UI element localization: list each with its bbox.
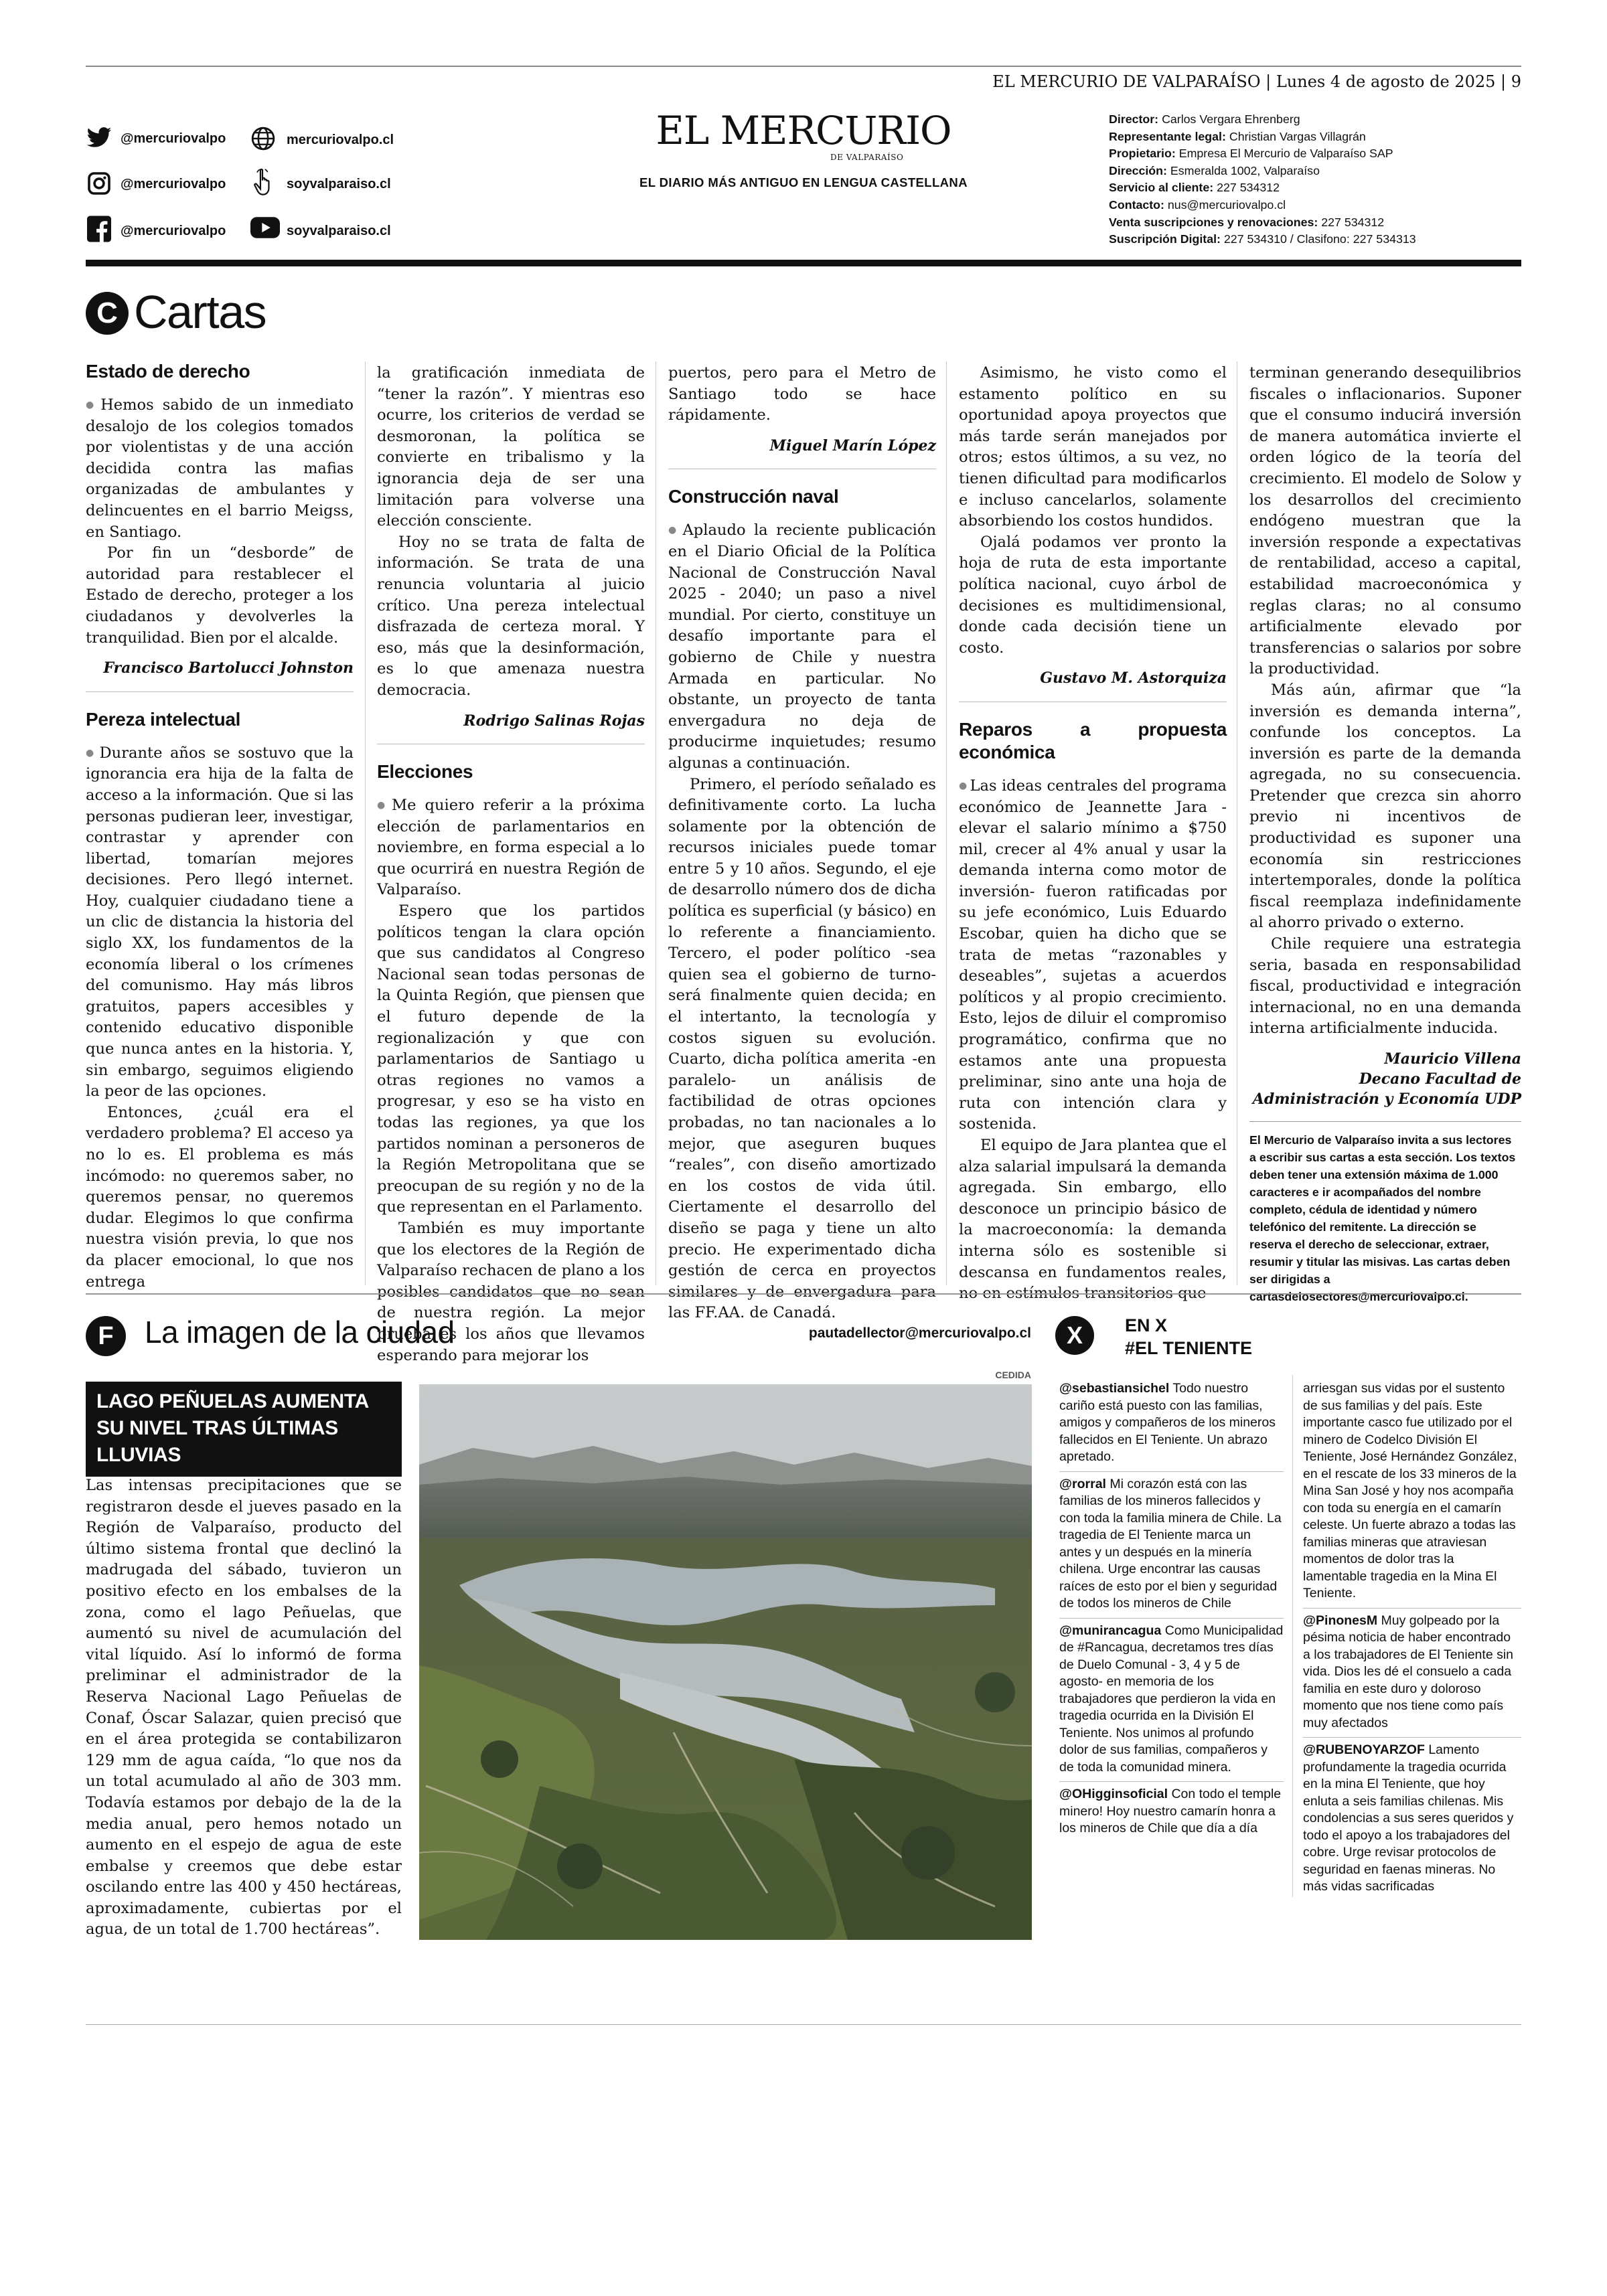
letter-paragraph: terminan generando desequilibrios fiscales o inflacionarios. Suponer que el consumo inducirá inversión de manera automática invierte el orden lógico de la teoría del crecimiento. El modelo de Solow y los desarrollos del crecimiento endógeno muestran que la inversión responde a expectativas de rentabilidad, acceso a capital, estabilidad macroeconómica y reglas claras; no al consumo artificialmente elevado por transferencias o salarios por sobre la productividad. (1249, 364, 1521, 678)
tweet[interactable]: @munirancagua Como Municipalidad de #Rancagua, decretamos tres días de Duelo Comunal - 3, 4 y 5 de agosto- en memoria de los trabajadores que perdieron la vida en tragedia ocurrida en la División El Teniente. Nos unimos al profundo dolor de sus familias, compañeros y de toda la comunidad minera. (1059, 1623, 1284, 1775)
x-subtitle: #EL TENIENTE (1125, 1338, 1253, 1358)
social-item[interactable] (86, 127, 246, 151)
letter-paragraph: ● Las ideas centrales del programa económico de Jeannette Jara -elevar el salario mínimo a $750 mil, crecer al 4% anual y usar la demanda interna como motor de inversión- fueron ratificadas por su jefe económico, Luis Eduardo Escobar, quien ha dicho que se trata de metas “razonables y deseables”, sujetas a acuerdos políticos y al propio crecimiento. Esto, lejos de diluir el compromiso programático, confirma que no estamos ante una propuesta preliminar, sino ante una hoja de ruta con intención clara y sostenida. (959, 776, 1227, 1135)
tweet-handle[interactable]: @sebastiansichel (1059, 1381, 1170, 1396)
letter-paragraph: El equipo de Jara plantea que el alza salarial impulsará la demanda agregada. Sin embargo, ello desconoce un principio básico de la macroeconomía: la demanda interna sólo es sostenible si descansa en fundamentos reales, no en estímulos transitorios que (959, 1137, 1227, 1303)
youtube-icon (250, 217, 280, 238)
tweet-handle[interactable]: @rorral (1059, 1476, 1106, 1491)
column-divider (365, 361, 366, 1285)
letter-paragraph: Ojalá podamos ver pronto la hoja de ruta de esta importante política nacional, cuyo árbol de decisiones es multidimensional, donde cada decisión tiene un costo. (959, 533, 1227, 657)
x-badge: X (1055, 1316, 1094, 1355)
staff-line: Director: Carlos Vergara Ehrenberg (1109, 112, 1300, 126)
letter-paragraph: Más aún, afirmar que “la inversión es demanda interna”, confunde los conceptos. La inversión es parte de la demanda agregada, no su consecuencia. Pretender que crezca sin ahorro previo ni incentivos de productividad es suponer una economía sin restricciones intertemporales, donde la política fiscal reemplaza indefinidamente al ahorro privado o externo. (1249, 681, 1521, 932)
bottom-rule (86, 2024, 1521, 2025)
tweet[interactable]: arriesgan sus vidas por el sustento de sus familias y del país. Este importante casco fue utilizado por el minero de Codelco División El Teniente, José Hernández González, en el rescate de los 33 mineros de la Mina San José y hoy nos acompaña con toda su energía en el camarín celeste. Un fuerte abrazo a todas las familias mineras que atraviesan momentos de dolor tras la lamentable tragedia en la Mina El Teniente. (1303, 1381, 1517, 1601)
letter-paragraph: ● Hemos sabido de un inmediato desalojo de los colegios tomados por violentistas y de una acción decidida contra las mafias organizadas de ambulantes y delincuentes en el barrio Meigss, en Santiago. (86, 395, 354, 543)
letter-column-2 (377, 363, 645, 1366)
letter-paragraph: puertos, pero para el Metro de Santiago todo se hace rápidamente. (668, 364, 936, 424)
staff-line: Venta suscripciones y renovaciones: 227 534312 (1109, 215, 1385, 229)
letter-column-1 (86, 360, 354, 1293)
letter-paragraph: Primero, el período señalado es definitivamente corto. La lucha solamente por la obtención de recursos iniciales puede tomar entre 5 y 10 años. Segundo, el eje de desarrollo número dos de dicha política es superficial (y básico) en lo referente a financiamiento. Tercero, el poder político -sea quien sea el gobierno de turno- será finalmente quien decida; en el intertanto, la tecnología y costos siguen su evolución. Cuarto, dicha política amerita -en paralelo- un análisis de factibilidad de otras opciones probadas, no tan nacionales a lo mejor, que aseguren buques “reales”, con diseño amortizado en los costos de vida útil. Ciertamente el desarrollo del diseño se paga y tiene un alto precio. He experimentado dicha gestión de cerca en proyectos similares y de envergadura para las FF.AA. de Canadá. (668, 775, 936, 1322)
social-item[interactable] (250, 217, 425, 241)
social-text: soyvalparaiso.cl (287, 177, 391, 191)
tweet-handle[interactable]: @munirancagua (1059, 1623, 1162, 1638)
letter-paragraph: Entonces, ¿cuál era el verdadero problema? El acceso ya no lo es. El problema es más incómodo: no queremos saber, no queremos pensar, no queremos dudar. Elegimos lo que confirma nuestra visión previa, lo que nos da placer emocional, lo que nos entrega (86, 1103, 354, 1291)
letter-title: Pereza intelectual (86, 708, 241, 730)
letter-signature-title: Decano Facultad de (1359, 1070, 1521, 1088)
folio-line: EL MERCURIO DE VALPARAÍSO | Lunes 4 de agosto de 2025 | 9 (992, 72, 1521, 91)
letter-signature: Rodrigo Salinas Rojas (463, 712, 645, 730)
letters-notice: El Mercurio de Valparaíso invita a sus lectores a escribir sus cartas a esta sección. Los textos deben tener una extensión máxima de 1.000 caracteres e ir acompañados del nombre completo, cédula de identidad y número telefónico del remitente. La dirección se reserva el derecho de seleccionar, extraer, resumir y titular las misivas. Las cartas deben ser dirigidas a cartasdelosectores@mercuriovalpo.cl. (1249, 1133, 1516, 1303)
tweet-divider (1059, 1471, 1284, 1472)
letter-paragraph: Asimismo, he visto como el estamento político en su oportunidad apoya proyectos que más tarde serán manejados por otros; estos últimos, a su vez, no tienen dificultad para modificarlos e incluso cancelarlos, solamente absorbiendo los costos hundidos. (959, 364, 1227, 530)
letter-column-5 (1249, 363, 1521, 1305)
header-rule (86, 260, 1521, 266)
masthead-logo: EL MERCURIO (656, 108, 951, 153)
letter-title: Elecciones (377, 761, 473, 783)
staff-line: Representante legal: Christian Vargas Villagrán (1109, 129, 1366, 143)
tweet[interactable]: @rorral Mi corazón está con las familias de los mineros fallecidos y con toda la familia minera de Chile. La tragedia de El Teniente marca un antes y un después en la minería chilena. Urge encontrar las causas raíces de esto por el bien y seguridad de todos los mineros de Chile (1059, 1476, 1282, 1611)
twitter-icon (86, 127, 112, 150)
social-text: @mercuriovalpo (121, 224, 226, 238)
social-links (86, 127, 434, 254)
staff-line: Contacto: nus@mercuriovalpo.cl (1109, 197, 1286, 212)
tweet-handle[interactable]: @PinonesM (1303, 1613, 1378, 1628)
tweet[interactable]: @OHigginsoficial Con todo el temple minero! Hoy nuestro camarín honra a los mineros de Chile que día a día (1059, 1787, 1282, 1835)
letter-paragraph: Por fin un “desborde” de autoridad para restablecer el Estado de derecho, proteger a los ciudadanos y devolverles la tranquilidad. Bien por el alcalde. (86, 544, 354, 647)
letter-signature: Francisco Bartolucci Johnston (103, 659, 354, 677)
letter-paragraph: Espero que los partidos políticos tengan la clara opción que sus candidatos al Congreso Nacional sean todas personas de la Quinta Región, que piensen que el futuro depende de la regionalización y que con parlamentarios de Santiago u otras regiones no vamos a progresar, y eso se ha visto en todas las regiones, ya que los partidos nominan a personeros de la Región Metropolitana que se preocupan de su región y no de la que representan en el Parlamento. (377, 902, 645, 1216)
staff-line: Servicio al cliente: 227 534312 (1109, 181, 1280, 195)
letter-paragraph: ● Durante años se sostuvo que la ignorancia era hija de la falta de acceso a la información. Que si las personas pudieran leer, investigar, contrastar y aprender con libertad, tomarían mejores decisiones. Pero llegó internet. Hoy, cualquier ciudadano tiene a un clic de distancia la historia del siglo XX, los fundamentos de la economía liberal o los crímenes del comunismo. Hay más libros gratuitos, papers accesibles y contenido educativo disponible que nunca antes en la historia. Y, sin embargo, seguimos eligiendo la peor de las opciones. (86, 743, 354, 1102)
letter-signature-title: Administración y Economía UDP (1252, 1090, 1521, 1108)
letter-divider (1249, 1121, 1521, 1122)
tweet[interactable]: @PinonesM Muy golpeado por la pésima noticia de haber encontrado a los trabajadores de El Teniente sin vida. Dios les dé el consuelo a cada familia en este duro y doloroso momento que nos tiene como país muy afectados (1303, 1613, 1514, 1730)
social-text: @mercuriovalpo (121, 131, 226, 146)
social-item[interactable] (86, 216, 246, 242)
letter-signature: Gustavo M. Astorquiza (1040, 669, 1227, 687)
letter-title: Reparos a propuesta económica (959, 718, 1227, 762)
section-title: Cartas (134, 286, 266, 338)
social-item[interactable] (250, 127, 425, 151)
top-rule (86, 66, 1521, 67)
tweet-column-1 (1059, 1380, 1284, 1837)
tweet[interactable]: @RUBENOYARZOF Lamento profundamente la tragedia ocurrida en la mina El Teniente, que hoy enluta a seis familias chilenas. Mis condolencias a sus seres queridos y todo el apoyo a los trabajadores del cobre. Urge revisar protocolos de seguridad en faenas mineras. No más vidas sacrificadas (1303, 1742, 1514, 1894)
staff-box (1109, 111, 1524, 248)
tweet-handle[interactable]: @OHigginsoficial (1059, 1787, 1168, 1801)
facebook-icon (87, 216, 111, 242)
imagen-badge: F (86, 1316, 126, 1356)
section-rule (86, 1293, 1521, 1295)
letter-paragraph: Chile requiere una estrategia seria, basada en responsabilidad fiscal, productividad e integración internacional, no en una demanda interna artificialmente inducida. (1249, 935, 1521, 1038)
masthead-sublogo: DE VALPARAÍSO (830, 153, 904, 162)
lake-photo (419, 1384, 1032, 1940)
social-text: mercuriovalpo.cl (287, 133, 394, 147)
x-column-divider (1292, 1375, 1293, 1897)
tweet-divider (1059, 1781, 1284, 1782)
hand-pointer-icon (252, 167, 276, 197)
letter-signature: Miguel Marín López (769, 436, 936, 455)
letter-column-3 (668, 363, 936, 1324)
tweet-handle[interactable]: @RUBENOYARZOF (1303, 1742, 1425, 1757)
letter-paragraph: la gratificación inmediata de “tener la razón”. Y mientras eso ocurre, los criterios de verdad se desmoronan, la política se convierte en tribalismo y la ignorancia deja de ser una limitación para volverse una elección consciente. (377, 364, 645, 530)
staff-line: Propietario: Empresa El Mercurio de Valparaíso SAP (1109, 147, 1393, 161)
letter-paragraph: También es muy importante que los electores de la Región de Valparaíso rechacen de plano a los posibles candidatos que no sean de nuestra región. La mejor prueba es los años que llevamos esperando para mejorar los (377, 1219, 645, 1364)
x-title: EN X (1125, 1315, 1168, 1335)
social-item[interactable] (250, 167, 425, 197)
letter-paragraph: ● Me quiero referir a la próxima elección de parlamentarios en noviembre, en forma especial a lo que ocurrirá en nuestra Región de Valparaíso. (377, 795, 645, 901)
staff-line: Suscripción Digital: 227 534310 / Clasifono: 227 534313 (1109, 232, 1416, 246)
social-text: @mercuriovalpo (121, 177, 226, 191)
instagram-icon (87, 171, 111, 195)
social-item[interactable] (86, 171, 246, 195)
letter-paragraph: Hoy no se trata de falta de información. Se trata de una renuncia voluntaria al juicio crítico. Una pereza intelectual disfrazada de certeza moral. Y eso, más que la desinformación, es lo que amenaza nuestra democracia. (377, 533, 645, 699)
social-text: soyvalparaiso.cl (287, 224, 391, 238)
globe-icon (250, 126, 276, 151)
tweet-divider (1303, 1608, 1521, 1609)
letter-divider (86, 691, 354, 692)
letter-title: Estado de derecho (86, 361, 250, 382)
letter-title: Construcción naval (668, 486, 839, 507)
letter-paragraph: ● Aplaudo la reciente publicación en el Diario Oficial de la Política Nacional de Construcción Naval 2025 - 2040; un paso a nivel mundial. Por cierto, constituye un desafío importante para el gobierno de Chile y nuestra Armada en particular. No obstante, un proyecto de tanta envergadura no deja de producirme inquietudes; resumo algunas a continuación. (668, 520, 936, 774)
photo-credit: CEDIDA (995, 1370, 1031, 1380)
imagen-title: La imagen de la ciudad (145, 1315, 455, 1349)
tweet-divider (1303, 1737, 1521, 1738)
masthead-tagline: EL DIARIO MÁS ANTIGUO EN LENGUA CASTELLANA (639, 175, 968, 189)
cartas-badge: C (86, 292, 129, 335)
tweet-column-2 (1303, 1380, 1521, 1896)
tweet-divider (1059, 1618, 1284, 1619)
tweet[interactable]: @sebastiansichel Todo nuestro cariño está puesto con las familias, amigos y compañeros de los mineros fallecidos en El Teniente. Un abrazo apretado. (1059, 1381, 1276, 1464)
letter-column-4 (959, 363, 1227, 1305)
photo-body-text: Las intensas precipitaciones que se registraron desde el jueves pasado en la Región de Valparaíso, producto del último sistema frontal que declinó la madrugada del sábado, tuvieron un positivo efecto en los embalses de la zona, como el lago Peñuelas, que aumentó su nivel de acumulación del vital líquido. Así lo informó de forma preliminar el administrador de la Reserva Nacional Lago Peñuelas de Conaf, Óscar Salazar, quien precisó que en el área protegida se contabilizaron 129 mm de agua caída, “lo que nos da un total acumulado al año de 303 mm. Todavía estamos por debajo de la de la media anual, pero hemos notado un aumento en el espejo de agua de este embalse y creemos que debe estar oscilando entre las 400 y 450 hectáreas, aproximadamente, cubiertas por el agua, de un total de 1.700 hectáreas”. (86, 1477, 402, 1939)
staff-line: Dirección: Esmeralda 1002, Valparaíso (1109, 163, 1320, 177)
letter-signature: Mauricio Villena (1384, 1050, 1521, 1068)
photo-headline: LAGO PEÑUELAS AUMENTA SU NIVEL TRAS ÚLTIMAS LLUVIAS (86, 1382, 402, 1477)
imagen-email[interactable]: pautadellector@mercuriovalpo.cl (808, 1325, 1031, 1341)
column-divider (946, 361, 947, 1285)
